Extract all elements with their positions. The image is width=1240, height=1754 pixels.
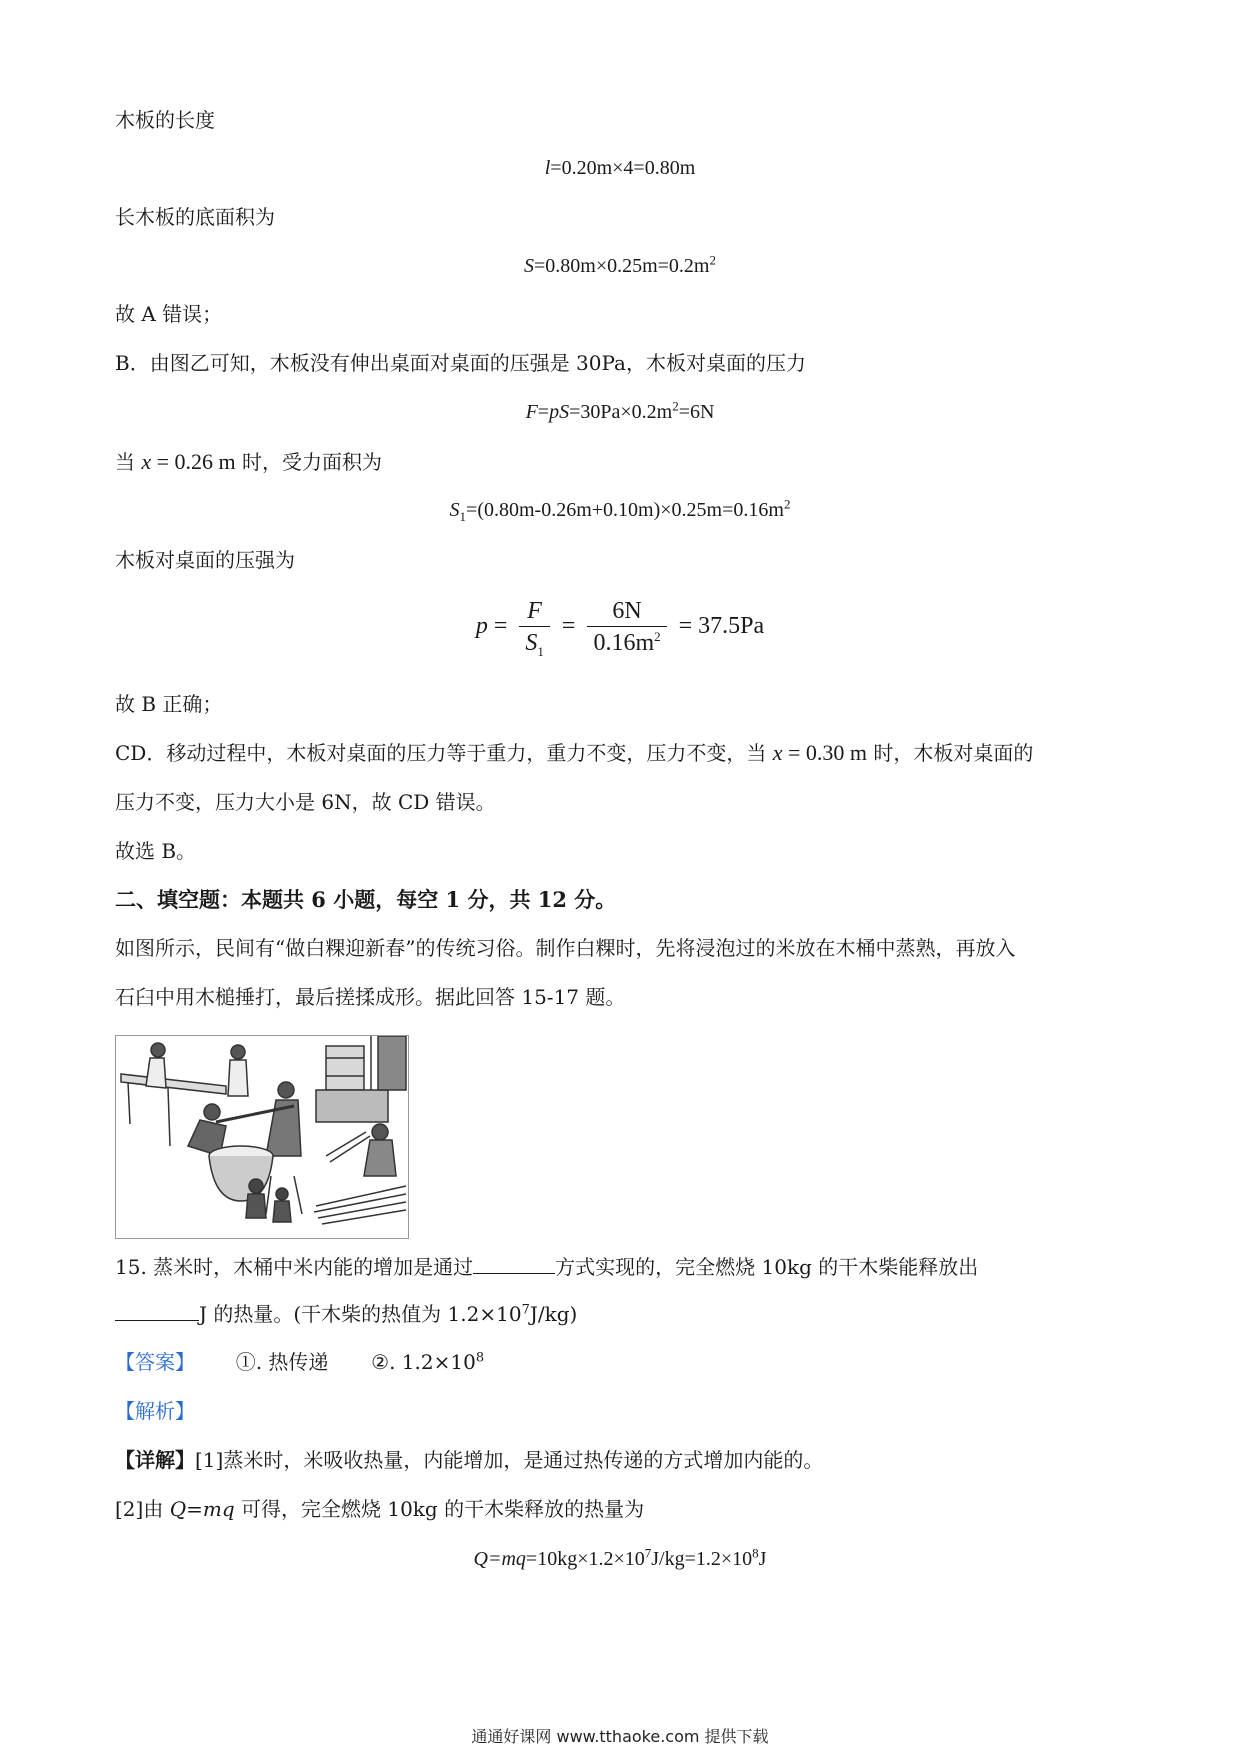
eq-text: =(0.80m-0.26m+0.10m)×0.25m=0.16m — [466, 499, 784, 521]
text: J/kg) — [529, 1302, 578, 1326]
text-line: 故选 B。 — [115, 839, 197, 863]
equation-area — [0, 252, 1240, 280]
text: 时，受力面积为 — [235, 450, 383, 474]
numerator: F — [519, 596, 550, 627]
var: l — [544, 157, 551, 179]
answer-blank — [115, 1300, 199, 1321]
eq-text: =30Pa×0.2m — [569, 401, 673, 423]
text-line: B．由图乙可知，木板没有伸出桌面对桌面的压强是 30Pa，木板对桌面的压力 — [115, 351, 806, 375]
answer-line — [115, 1348, 484, 1376]
text: [2]由 — [115, 1497, 164, 1521]
text-line: 故 A 错误； — [115, 302, 223, 326]
var: Q=mq — [473, 1548, 526, 1570]
text: 15. 蒸米时，木桶中米内能的增加是通过 — [115, 1255, 474, 1279]
exp: 7 — [644, 1545, 652, 1561]
equation-area-s1 — [0, 496, 1240, 524]
value: = 0.26 m — [151, 449, 236, 474]
formula: Q=mq — [169, 1497, 235, 1521]
value: = 0.30 m — [782, 740, 867, 765]
text-line — [115, 448, 382, 476]
analysis-label: 【解析】 — [115, 1399, 195, 1423]
illustration-drawing — [116, 1036, 408, 1238]
text: [1]蒸米时，米吸收热量，内能增加，是通过热传递的方式增加内能的。 — [195, 1448, 824, 1472]
text-line: 木板的长度 — [115, 108, 215, 132]
var: S — [523, 255, 534, 277]
answer-blank — [473, 1253, 555, 1274]
text: J 的热量。(干木柴的热值为 1.2×10 — [199, 1302, 522, 1326]
result: = 37.5Pa — [678, 613, 765, 640]
eq-text: J/kg=1.2×10 — [651, 1548, 753, 1570]
var: x — [141, 449, 152, 474]
numerator: 6N — [587, 596, 666, 627]
var: S — [449, 499, 460, 521]
detail-line-1 — [115, 1446, 823, 1474]
exp: 2 — [783, 496, 791, 512]
exp: 2 — [672, 398, 679, 414]
fraction — [587, 596, 666, 659]
text-line: 压力不变，压力大小是 6N，故 CD 错误。 — [115, 790, 496, 814]
question-15-line-1 — [115, 1253, 978, 1281]
var: F — [525, 401, 538, 423]
equation-heat — [0, 1545, 1240, 1573]
answer-1: ①. 热传递 — [235, 1350, 329, 1374]
detail-line-2 — [115, 1495, 644, 1523]
sub: 1 — [459, 509, 467, 524]
text: 方式实现的，完全燃烧 10kg 的干木柴能释放出 — [555, 1255, 979, 1279]
exp: 2 — [709, 252, 716, 268]
text-line: 石臼中用木槌捶打，最后搓揉成形。据此回答 15-17 题。 — [115, 985, 626, 1009]
exp: 7 — [521, 1302, 530, 1318]
eq-text: =10kg×1.2×10 — [525, 1548, 645, 1570]
fraction — [519, 596, 550, 659]
exp: 8 — [475, 1350, 485, 1366]
eq-text: =6N — [678, 401, 715, 423]
var: pS — [549, 401, 570, 423]
question-15-line-2 — [115, 1300, 577, 1328]
equation-pressure: p = $\frac{F}{S_1}$ = $\frac{6N}{0.16m^2}$ = 37.5Pa — [475, 598, 765, 659]
text: 时，木板对桌面的 — [867, 741, 1034, 765]
text: CD．移动过程中，木板对桌面的压力等于重力，重力不变，压力不变，当 — [115, 741, 767, 765]
text-line — [115, 739, 1033, 767]
denominator: $0.16m^2$ — [593, 629, 661, 656]
eq-text: =0.80m×0.25m=0.2m — [533, 255, 710, 277]
page-footer: 通通好课网 www.tthaoke.com 提供下载 — [471, 1727, 769, 1746]
text-line: 木板对桌面的压强为 — [115, 548, 295, 572]
eq-text: =0.20m×4=0.80m — [550, 157, 696, 179]
var: p — [475, 613, 488, 640]
denominator: $S_1$ — [525, 630, 544, 659]
text: 可得，完全燃烧 10kg 的干木柴释放的热量为 — [240, 1497, 645, 1521]
section-heading: 二、填空题：本题共 6 小题，每空 1 分，共 12 分。 — [115, 887, 617, 912]
answer-2: ②. 1.2×10 — [371, 1350, 476, 1374]
text-line: 如图所示，民间有“做白粿迎新春”的传统习俗。制作白粿时，先将浸泡过的米放在木桶中蒸熟，再放入 — [115, 936, 1016, 960]
eq-sign: = — [537, 401, 550, 423]
var: x — [772, 740, 783, 765]
answer-label: 【答案】 — [115, 1350, 195, 1374]
illustration-rice-cake-making — [115, 1035, 409, 1239]
exp: 8 — [752, 1545, 759, 1561]
eq-text: J — [758, 1548, 767, 1570]
equation-length — [0, 154, 1240, 182]
text-line: 故 B 正确； — [115, 692, 223, 716]
text-line: 长木板的底面积为 — [115, 205, 275, 229]
text: 当 — [115, 450, 135, 474]
equation-force — [0, 398, 1240, 426]
detail-label: 【详解】 — [115, 1448, 195, 1472]
